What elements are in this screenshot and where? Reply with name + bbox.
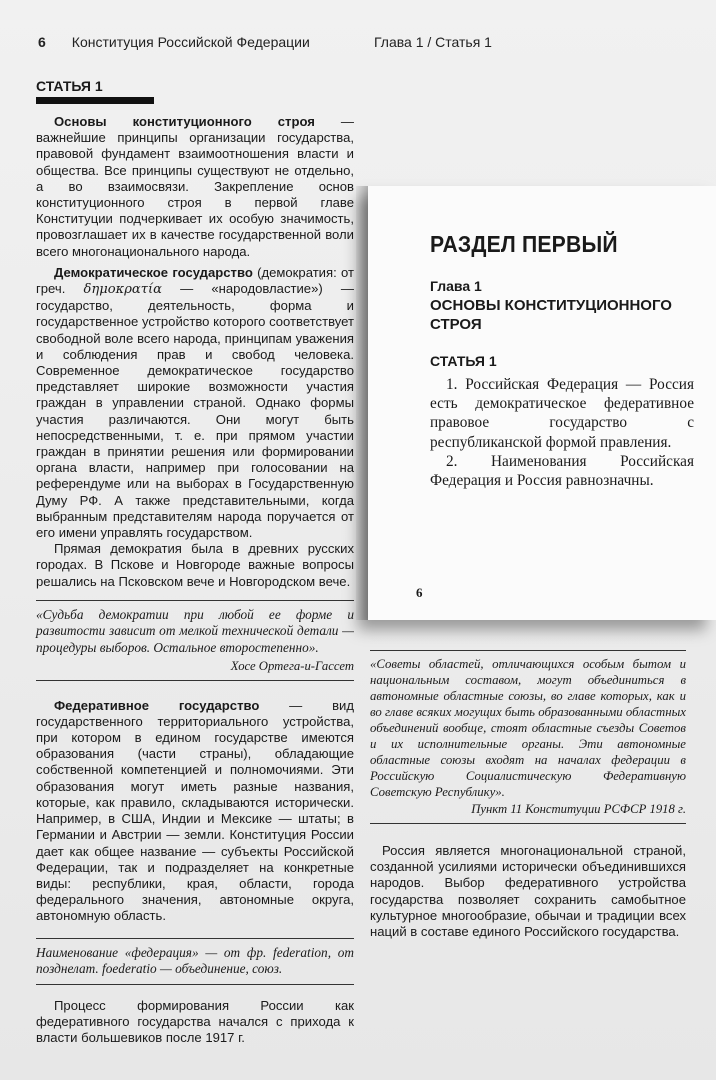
paragraph-formation: Процесс формирования России как федеративного государства начался с прихода к власти большевиков после 1917 г. [36,997,354,1046]
paragraph-federal-state [36,698,354,925]
paragraph-foundations [36,114,354,260]
term-foundations: Основы конституционного строя [54,114,315,129]
left-column [36,78,354,1046]
text-democracy-a: (демократия: от греч. [36,264,354,297]
text-federal-state: — вид государственного территориального устройства, при котором в едином государстве имеются образования (части страны), обладающие собственной компетенцией и полномочиями. Эти образования могут иметь разные названия, которые, как правило, складываются исторически. Например, в США, Индии и Мексике — штаты; в Германии и Австрии — земли. Конституция России дает как общее название — субъекты Российской Федерации, так и подразделяет на конкретные виды: республики, края, области, города федерального значения, автономные округа, автономную область. [36,697,354,924]
paragraph-multinational: Россия является многонациональной страной, созданной усилиями исторически объединившихся народов. Выбор федеративного устройства государства позволяет сохранить самобытное культурное многообразие, обычаи и традиции всех наций в составе единого Российского государства. [370,843,686,940]
section-title: РАЗДЕЛ ПЕРВЫЙ [430,231,618,257]
text-foundations: — важнейшие принципы организации государства, правовой фундамент взаимоотношения власти и общества. Все принципы существуют не отдельно, а во взаимосвязи. Закрепление основ конституционного строя в первой главе Конституции подчеркивает их особую значимость, провозглашает их в качестве государственной воли всего многонационального народа. [36,114,354,259]
constitution-text [430,375,694,490]
quote-rsfsr [370,650,686,824]
term-federal-state: Федеративное государство [54,697,260,713]
clause-1: 1. Российская Федерация — Россия есть демократическое федеративное правовое государство с республиканской формой правления. [430,376,694,451]
heading-underline-bar [36,97,154,104]
paragraph-democracy [36,265,354,541]
greek-word: δημοκρατία [83,282,162,298]
paragraph-direct-democracy: Прямая демократия была в древних русских городах. В Пскове и Новгороде важные вопросы решались на Псковском вече и Новгородском вече. [36,541,354,589]
page-number: 6 [38,34,46,50]
text-democracy-b: — «народовластие») — государство, деятельность, форма и государственное устройство которого соответствует свободной воле всего народа, принципам уважения и соблюдения прав и свобод человека. Современное демократическое государство представляет широкие возможности участия граждан в управлении страной. Однако формы участия различаются. Они могут быть непосредственными, т. е. при прямом участии граждан в принятии решения или формировании органа власти, например при голосовании на референдуме или на выборах в Государственную Думу РФ. А также представительными, когда выбранным представителям народа поручается от его имени управлять государством. [36,281,354,541]
constitution-page-inset [368,186,716,620]
etymology-note [36,938,354,985]
chapter-number: Глава 1 [430,278,482,294]
article-heading: СТАТЬЯ 1 [36,78,103,94]
chapter-title: ОСНОВЫ КОНСТИТУЦИОННОГО СТРОЯ [430,297,672,333]
running-header-right: Глава 1 / Статья 1 [374,34,492,50]
clause-2: 2. Наименования Российская Федерация и Россия равнозначны. [430,452,694,490]
running-header-left [38,34,310,50]
quote-rsfsr-text: «Советы областей, отличающихся особым бытом и национальным составом, могут объединиться в автономные областные союзы, во главе которых, как и во главе всяких могущих быть образованными областных объединений вообще, стоят областные съезды Советов и их исполнительные органы. Эти автономные областные союзы входят на началах федерации в Российскую Социалистическую Федеративную Советскую Республику». [370,657,686,799]
quote-rsfsr-source: Пункт 11 Конституции РСФСР 1918 г. [471,802,686,816]
inset-page-number: 6 [416,585,423,600]
etymology-note-text: Наименование «федерация» — от фр. federation, от позднелат. foederatio — объединение, союз. [36,944,354,977]
quote-ortega-text: «Судьба демократии при любой ее форме и развитости зависит от мелкой технической детали — процедуры выборов. Остальное второстепенно». [36,606,354,656]
book-title: Конституция Российской Федерации [71,34,310,50]
inset-article-heading: СТАТЬЯ 1 [430,353,497,369]
quote-ortega [36,600,354,681]
term-democracy: Демократическое государство [54,264,253,280]
quote-ortega-author: Хосе Ортега-и-Гассет [230,658,354,673]
right-column [370,650,686,940]
